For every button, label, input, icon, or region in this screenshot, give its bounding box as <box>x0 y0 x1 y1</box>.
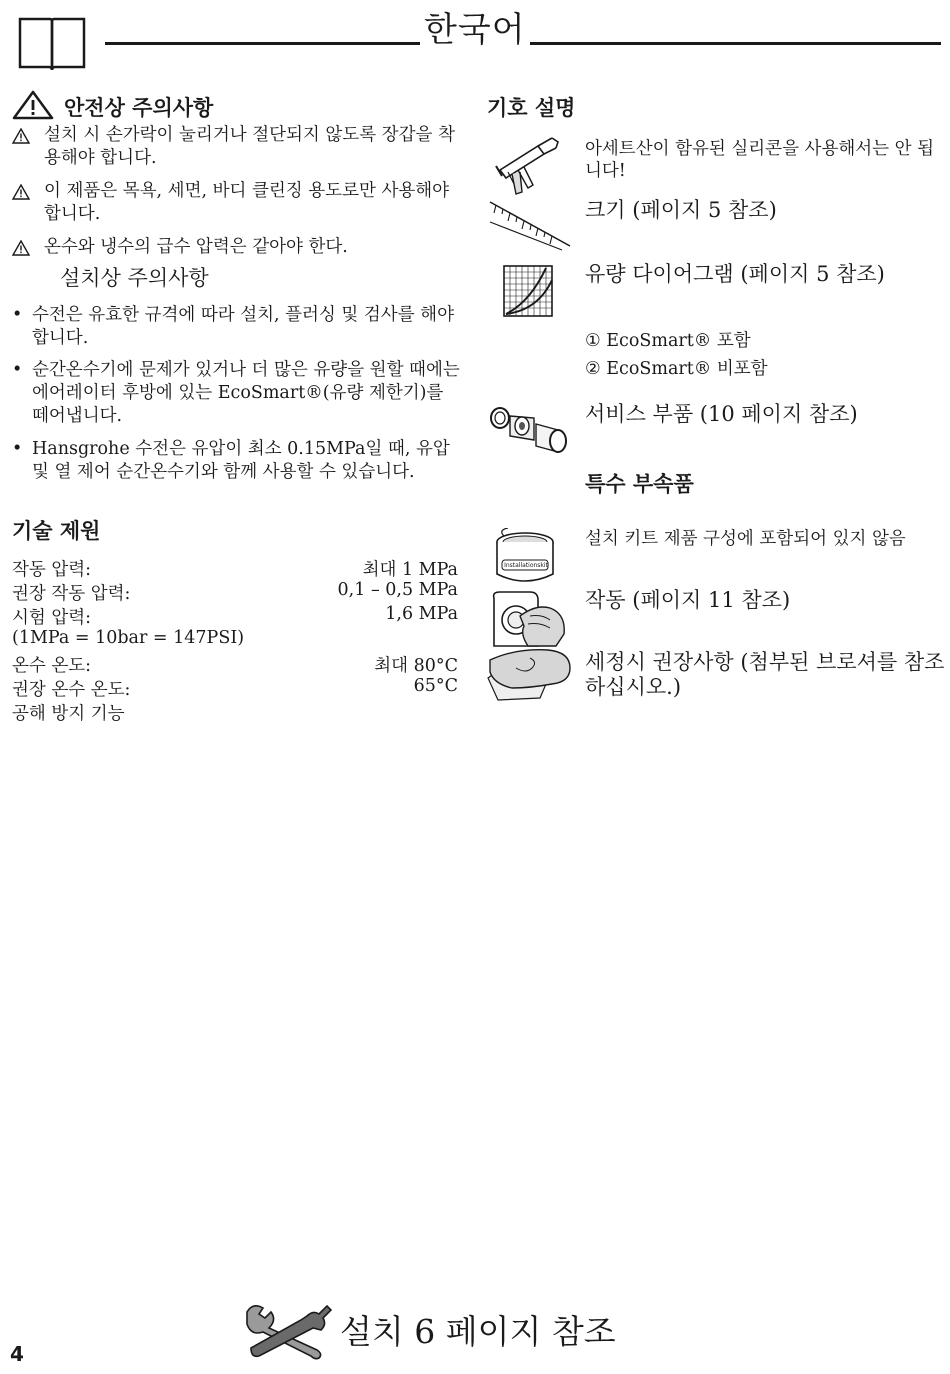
spec-value: 0,1 – 0,5 MPa <box>337 580 458 600</box>
aerator-parts-icon <box>488 402 570 458</box>
installation-kit-icon <box>494 528 556 586</box>
spec-row <box>12 604 458 628</box>
cleaning-text: 세정시 권장사항 (첨부된 브로셔를 참조하십시오.) <box>585 650 945 699</box>
bullet-icon: • <box>12 439 23 459</box>
spec-value: 최대 80°C <box>374 656 458 676</box>
list-item <box>12 438 462 510</box>
page-title: 한국어 <box>420 2 530 51</box>
spec-row <box>12 580 458 604</box>
warning-item <box>12 236 462 260</box>
service-parts-text: 서비스 부품 (10 페이지 참조) <box>585 402 858 426</box>
flow-diagram-text: 유량 다이어그램 (페이지 5 참조) <box>585 262 885 286</box>
tools-icon <box>243 1300 333 1360</box>
warning-text: 이 제품은 목욕, 세면, 바디 클린징 용도로만 사용해야 합니다. <box>44 181 450 224</box>
manual-book-icon <box>18 16 86 72</box>
ruler-icon <box>488 200 572 252</box>
install-kit-text: 설치 키트 제품 구성에 포함되어 있지 않음 <box>585 529 906 549</box>
warning-item <box>12 180 462 228</box>
bullet-icon: • <box>12 305 23 325</box>
flow-item-no-ecosmart: ② EcoSmart® 비포함 <box>585 359 768 379</box>
silicone-gun-icon <box>494 136 560 198</box>
warning-icon <box>12 184 30 200</box>
list-item-text: 순간온수기에 문제가 있거나 더 많은 유량을 원할 때에는 에어레이터 후방에 있는 EcoSmart®(유량 제한기)를 떼어냅니다. <box>32 360 460 426</box>
special-accessories-heading: 특수 부속품 <box>585 472 694 496</box>
spec-row <box>12 652 458 676</box>
flow-diagram-icon <box>500 262 556 320</box>
installation-heading: 설치상 주의사항 <box>60 266 209 290</box>
install-page-reference: 설치 6 페이지 참조 <box>340 1312 616 1351</box>
dimensions-text: 크기 (페이지 5 참조) <box>585 198 777 222</box>
spec-label: 작동 압력: <box>12 560 92 580</box>
symbols-heading: 기호 설명 <box>487 96 576 120</box>
spec-label: 시험 압력: <box>12 608 92 628</box>
spec-label: 공해 방지 기능 <box>12 704 125 724</box>
cleaning-cloth-icon <box>486 648 572 702</box>
warning-triangle-icon <box>12 90 54 120</box>
spec-label: 권장 작동 압력: <box>12 584 131 604</box>
spec-row <box>12 628 458 652</box>
spec-value: 최대 1 MPa <box>362 560 458 580</box>
bullet-icon: • <box>12 360 23 380</box>
flow-item-ecosmart: ① EcoSmart® 포함 <box>585 331 751 351</box>
spec-value: 65°C <box>413 676 458 696</box>
installation-kit-label: Installationskit <box>504 562 548 569</box>
spec-row <box>12 556 458 580</box>
silicone-warning-text: 아세트산이 함유된 실리콘을 사용해서는 안 됩니다! <box>585 139 935 181</box>
spec-label: (1MPa = 10bar = 147PSI) <box>12 628 245 648</box>
safety-heading: 안전상 주의사항 <box>64 96 214 120</box>
spec-label: 온수 온도: <box>12 656 92 676</box>
list-item <box>12 359 462 431</box>
list-item-text: 수전은 유효한 규격에 따라 설치, 플러싱 및 검사를 해야 합니다. <box>32 305 454 348</box>
warning-icon <box>12 240 30 256</box>
spec-value: 1,6 MPa <box>385 604 458 624</box>
spec-row <box>12 700 458 724</box>
list-item <box>12 304 462 352</box>
hand-operation-icon <box>490 590 570 648</box>
warning-icon <box>12 128 30 144</box>
spec-label: 권장 온수 온도: <box>12 680 131 700</box>
operation-text: 작동 (페이지 11 참조) <box>585 588 791 612</box>
warning-text: 온수와 냉수의 급수 압력은 같아야 한다. <box>44 237 348 257</box>
page-number: 4 <box>10 1342 24 1366</box>
warning-item <box>12 124 462 172</box>
specs-heading: 기술 제원 <box>12 519 101 543</box>
list-item-text: Hansgrohe 수전은 유압이 최소 0.15MPa일 때, 유압 및 열 제어 순간온수기와 함께 사용할 수 있습니다. <box>32 439 450 482</box>
warning-text: 설치 시 손가락이 눌리거나 절단되지 않도록 장갑을 착용해야 합니다. <box>44 125 455 168</box>
spec-row <box>12 676 458 700</box>
